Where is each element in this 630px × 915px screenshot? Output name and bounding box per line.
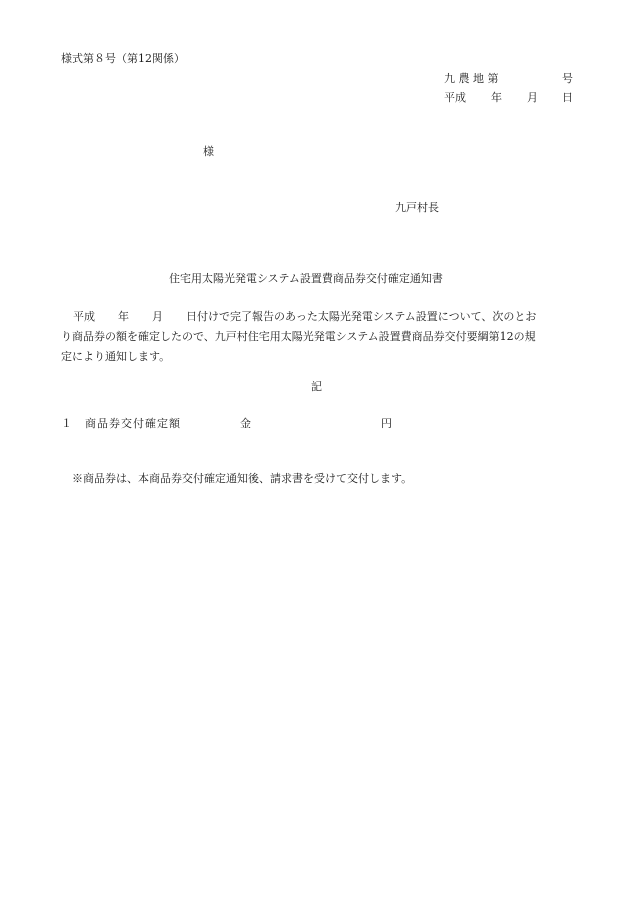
date-year: 年 bbox=[491, 91, 502, 104]
reference-prefix: 九 農 地 第 bbox=[444, 72, 499, 85]
date-day: 日 bbox=[562, 91, 573, 104]
body-month: 月 bbox=[152, 310, 163, 323]
issuer-name: 九戸村長 bbox=[395, 201, 439, 214]
body-line-3: 定により通知します。 bbox=[61, 350, 171, 363]
ki-heading: 記 bbox=[311, 380, 322, 393]
body-line-2: り商品券の額を確定したので、九戸村住宅用太陽光発電システム設置費商品券交付要綱第12の規 bbox=[61, 330, 536, 343]
item-kin: 金 bbox=[240, 417, 251, 430]
date-era: 平成 bbox=[444, 91, 466, 104]
body-year: 年 bbox=[118, 310, 129, 323]
body-line-1-text: 日付けで完了報告のあった太陽光発電システム設置について、次のとお bbox=[186, 310, 537, 323]
addressee-honorific: 様 bbox=[203, 145, 214, 158]
item-label: 商品券交付確定額 bbox=[85, 417, 181, 430]
form-number: 様式第８号（第12関係） bbox=[61, 52, 185, 65]
body-era: 平成 bbox=[73, 310, 95, 323]
note-text: ※商品券は、本商品券交付確定通知後、請求書を受けて交付します。 bbox=[72, 472, 413, 485]
item-number: １ bbox=[61, 417, 72, 430]
reference-suffix: 号 bbox=[562, 72, 573, 85]
body-line-1 bbox=[61, 307, 581, 327]
body-paragraph bbox=[61, 307, 581, 367]
date-month: 月 bbox=[527, 91, 538, 104]
document-title: 住宅用太陽光発電システム設置費商品券交付確定通知書 bbox=[169, 272, 443, 285]
item-yen: 円 bbox=[381, 417, 392, 430]
